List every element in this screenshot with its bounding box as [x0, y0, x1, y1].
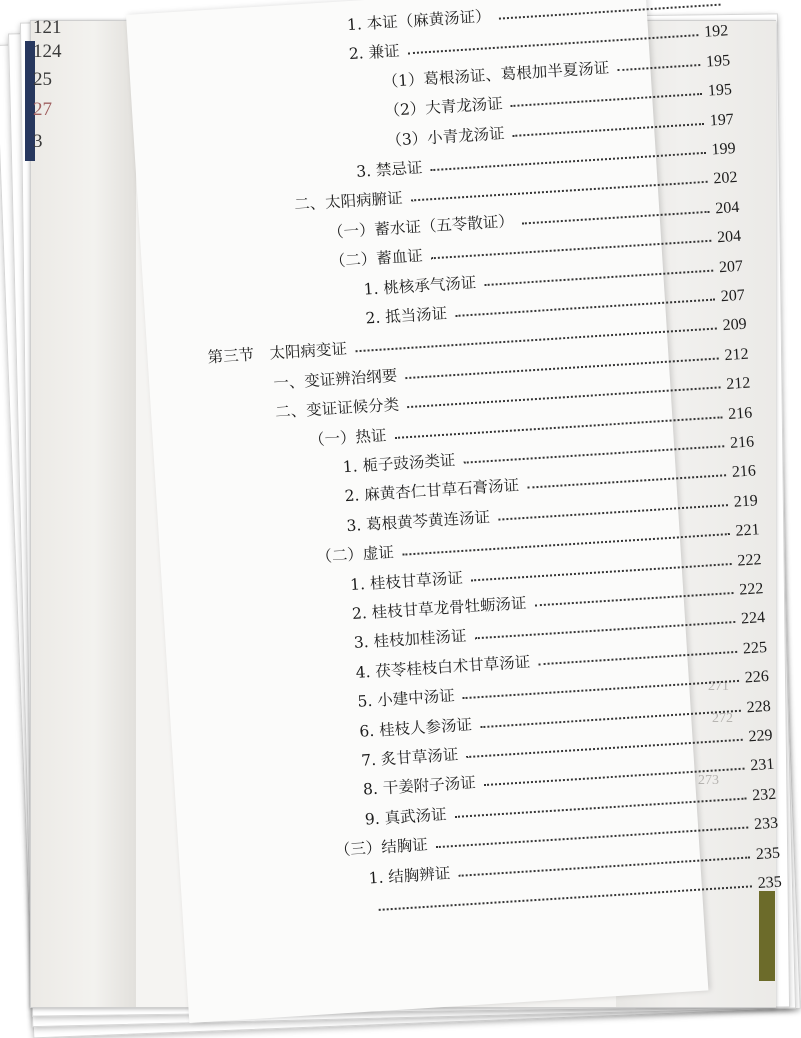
toc-entry-page: 231: [749, 756, 775, 775]
toc-entry-title: 二、太阳病腑证: [293, 189, 404, 215]
left-page-number: 124: [33, 41, 62, 62]
toc-entry-page: 212: [725, 374, 751, 394]
toc-entry-page: 235: [757, 873, 783, 893]
toc-entry-title: （1）葛根汤证、葛根加半夏汤证: [382, 58, 610, 91]
toc-entry-title: 2. 麻黄杏仁甘草石膏汤证: [344, 476, 520, 506]
toc-entry-title: 第三节 太阳病变证: [207, 340, 348, 367]
toc-entry-title: 一、变证辨治纲要: [272, 366, 398, 393]
toc-entry-page: 216: [727, 404, 753, 423]
toc-leader-dots: [617, 64, 700, 71]
toc-entry-title: 1. 结胸辨证: [368, 863, 451, 888]
left-page-number: 121: [33, 17, 62, 38]
toc-entry-page: 224: [740, 609, 766, 628]
toc-entry-title: 8. 干姜附子汤证: [362, 773, 477, 800]
toc-entry-page: 192: [703, 22, 729, 42]
toc-entry-title: 3. 禁忌证: [355, 158, 423, 181]
ghost-page-number: 273: [698, 773, 719, 788]
toc-entry-title: （2）大青龙汤证: [383, 94, 504, 121]
toc-entry-title: 3. 桂枝加桂汤证: [353, 627, 467, 653]
toc-entry-page: 212: [724, 345, 750, 364]
left-facing-page: [31, 17, 136, 1007]
toc-entry-title: （三）结胸证: [334, 835, 429, 860]
toc-entry-title: （一）热证: [308, 426, 387, 449]
bookmark-ribbon: [759, 891, 775, 981]
toc-entry-page: 204: [716, 228, 742, 247]
toc-entry-page: 233: [753, 814, 779, 834]
toc-entry-page: 216: [729, 433, 755, 452]
toc-entry-title: 2. 抵当汤证: [364, 304, 448, 328]
toc-entry-page: 204: [714, 198, 740, 218]
toc-entry-title: 9. 真武汤证: [364, 805, 448, 829]
toc-entry-title: 6. 桂枝人参汤证: [358, 715, 473, 741]
toc-entry-page: 221: [735, 521, 761, 540]
toc-entry-page: 207: [720, 286, 746, 306]
toc-entry-page: 209: [722, 316, 748, 335]
toc-entry-title: 1. 本证（麻黄汤证）: [346, 7, 492, 35]
toc-entry-page: 195: [705, 51, 731, 71]
toc-entry-page: 226: [744, 668, 770, 687]
toc-entry-page: 195: [707, 81, 733, 100]
toc-leader-dots: [379, 885, 752, 910]
toc-entry-page: 232: [751, 785, 777, 804]
toc-entry-title: （二）蓄血证: [329, 247, 424, 271]
book-photo: [30, 7, 783, 1008]
toc-entry-title: 4. 茯苓桂枝白术甘草汤证: [355, 652, 531, 682]
toc-entry-page: 222: [736, 550, 762, 570]
toc-entry-title: 二、变证证候分类: [274, 395, 400, 422]
left-page-number: 27: [33, 99, 52, 120]
toc-entry-page: 202: [712, 169, 738, 188]
toc-entry-title: 1. 桃核承气汤证: [363, 273, 477, 299]
left-page-number: 25: [33, 69, 52, 90]
toc-entry-title: 7. 炙甘草汤证: [360, 745, 459, 770]
toc-entry-title: 3. 葛根黄芩黄连汤证: [345, 507, 491, 535]
toc-entry-title: （3）小青龙汤证: [385, 124, 506, 150]
toc-entry-page: 225: [742, 638, 768, 658]
toc-entry-title: （一）蓄水证（五苓散证）: [327, 211, 515, 242]
toc-entry-page: 235: [755, 844, 781, 863]
toc-entry-page: 207: [718, 257, 744, 276]
toc-entry-title: 1. 桂枝甘草汤证: [349, 568, 464, 594]
toc-entry-page: 228: [746, 697, 772, 716]
toc-entry-title: 2. 桂枝甘草龙骨牡蛎汤证: [351, 594, 527, 623]
toc-entry-title: 1. 栀子豉汤类证: [342, 451, 456, 477]
toc-entry-title: （二）虚证: [315, 543, 395, 567]
ghost-page-number: 272: [712, 711, 733, 726]
toc-entry-page: 216: [731, 462, 757, 482]
toc-entry-page: 229: [748, 726, 774, 746]
toc-entry-title: 2. 兼证: [348, 42, 401, 64]
toc-entry-page: 197: [709, 110, 735, 130]
toc-entry-title: 5. 小建中汤证: [357, 686, 456, 711]
toc-entry-page: 222: [738, 580, 764, 599]
toc-entry-page: 219: [733, 492, 759, 511]
toc-entry-page: 199: [711, 140, 737, 159]
left-page-number: 3: [33, 131, 43, 152]
ghost-page-number: 271: [708, 679, 729, 694]
